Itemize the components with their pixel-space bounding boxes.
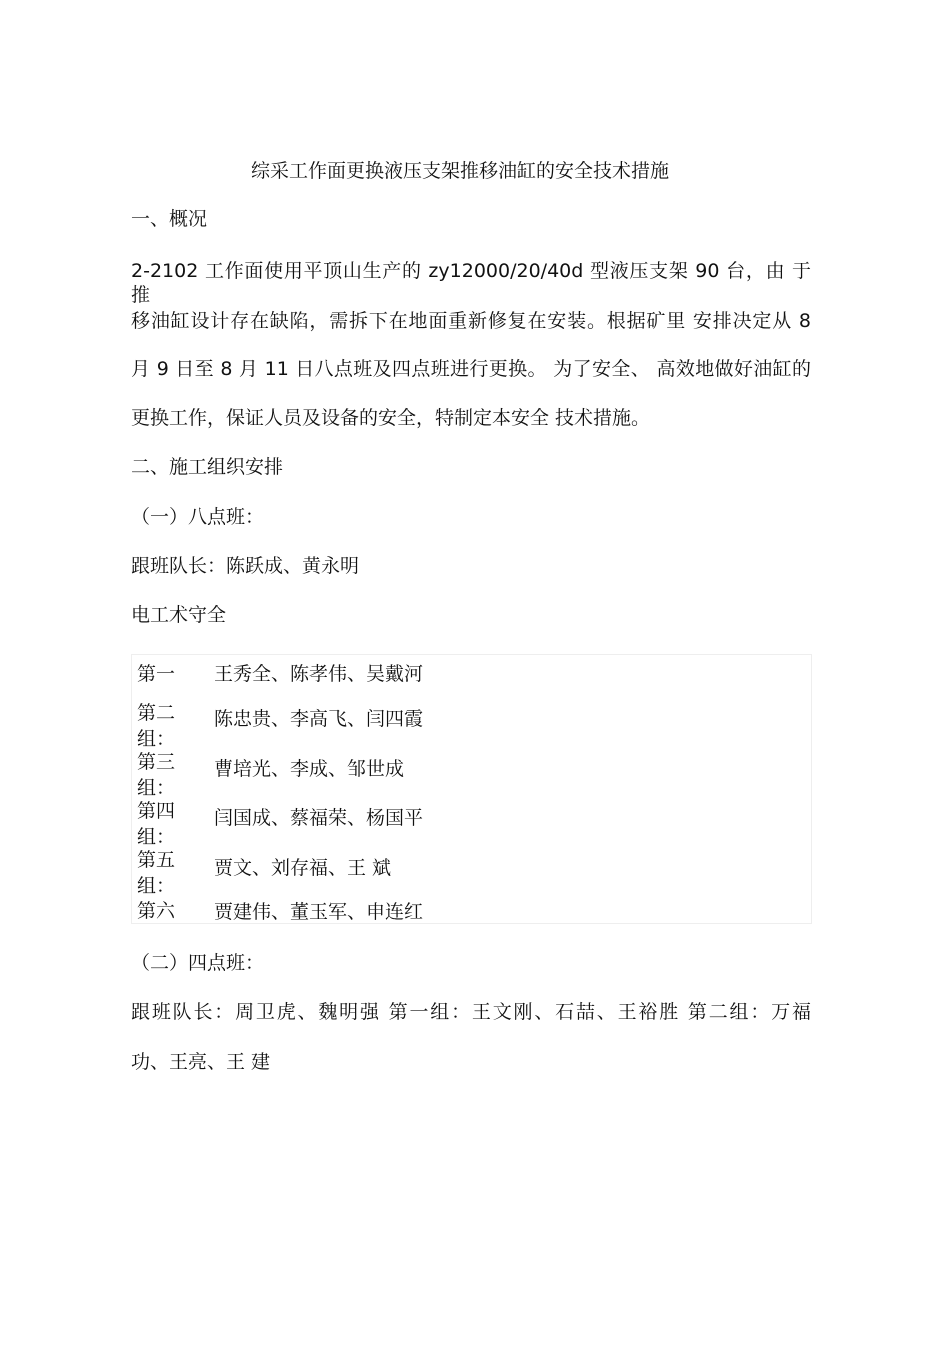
group-label: 第一 [137, 663, 176, 685]
group-label: 第六 [137, 900, 176, 922]
group-members: 闫国成、蔡福荣、杨国平 [214, 807, 424, 829]
paragraph-line: 月 9 日至 8 月 11 日八点班及四点班进行更换。 为了安全、 高效地做好油缸的 [131, 358, 811, 380]
document-title: 综采工作面更换液压支架推移油缸的安全技术措施 [250, 160, 669, 182]
paragraph-line: 更换工作，保证人员及设备的安全，特制定本安全 技术措施。 [131, 407, 651, 429]
shift-electrician-day: 电工术守全 [131, 604, 227, 626]
paragraph-line: 移油缸设计存在缺陷，需拆下在地面重新修复在安装。根据矿里 安排决定从 8 [131, 310, 811, 332]
group-members: 贾文、刘存福、王 斌 [214, 857, 392, 879]
section-heading-organization: 二、施工组织安排 [131, 456, 284, 478]
shift-leaders-evening: 跟班队长：周卫虎、魏明强 第一组：王文刚、石喆、王裕胜 第二组：万福 [131, 1001, 811, 1023]
shift-members-evening: 功、王亮、王 建 [131, 1051, 271, 1073]
shift-heading-day: （一）八点班： [131, 506, 265, 528]
group-label: 第四组： [137, 800, 176, 848]
group-members: 贾建伟、董玉军、申连红 [214, 901, 424, 923]
group-members: 曹培光、李成、邹世成 [214, 758, 405, 780]
group-label: 第五组： [137, 849, 176, 897]
shift-heading-evening: （二）四点班： [131, 952, 265, 974]
shift-leaders-day: 跟班队长：陈跃成、黄永明 [131, 555, 360, 577]
group-label: 第三组： [137, 751, 176, 799]
group-label: 第二组： [137, 702, 176, 750]
group-members: 王秀全、陈孝伟、吴戴河 [214, 663, 424, 685]
group-table [131, 654, 812, 924]
section-heading-overview: 一、概况 [131, 208, 208, 230]
group-members: 陈忠贵、李高飞、闫四霞 [214, 708, 424, 730]
paragraph-line: 2-2102 工作面使用平顶山生产的 zy12000/20/40d 型液压支架 90 台，由 于推 [131, 260, 811, 306]
